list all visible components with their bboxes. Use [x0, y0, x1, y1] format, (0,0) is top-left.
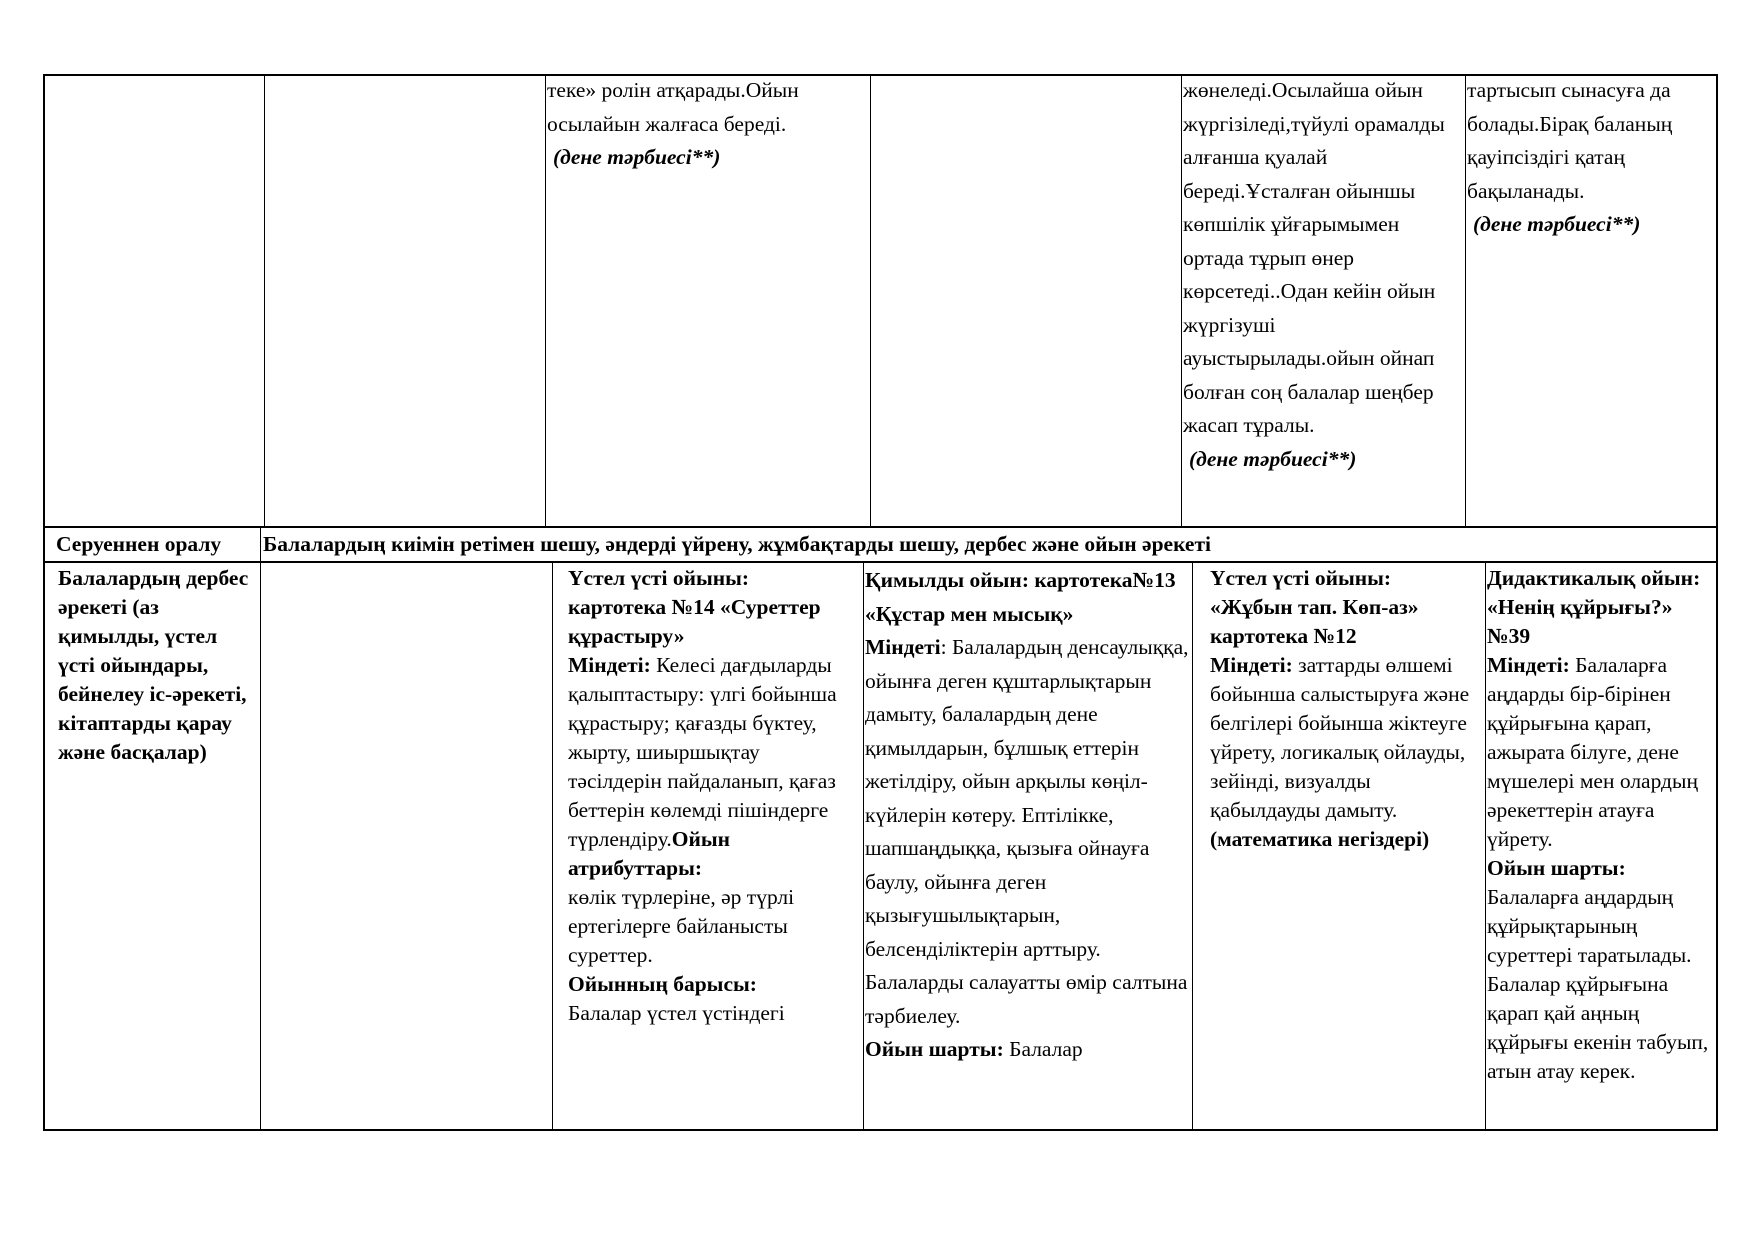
- row3-col3-cell: [568, 564, 848, 1028]
- row1-col-divider: [870, 74, 871, 527]
- row3-col3-course: Балалар үстел үстіндегі: [568, 1001, 785, 1025]
- row3-col-divider: [552, 562, 553, 1130]
- row3-col4-task-label: Міндеті: [865, 635, 941, 659]
- row3-col3-attributes: көлік түрлеріне, әр түрлі ертегілерге байланысты суреттер.: [568, 885, 795, 967]
- row3-col3-course-label: Ойынның барысы:: [568, 972, 757, 996]
- row3-col3-attributes-label: Ойын атрибуттары:: [568, 827, 731, 880]
- row3-col-divider: [863, 562, 864, 1130]
- row1-col5-subject-tag: (дене тәрбиесі**): [1189, 446, 1357, 471]
- row3-col4-cell: [865, 564, 1191, 1067]
- row3-col6-task-label: Міндеті:: [1487, 653, 1570, 677]
- row1-col3-subject-tag: (дене тәрбиесі**): [553, 145, 721, 169]
- table-border-right: [1716, 74, 1718, 1131]
- row3-col4-task: : Балалардың денсаулыққа, ойынға деген құштарлықтарын дамыту, балалардың дене қимылдарын, бұлшық еттерін жетілдіру, ойын арқылы көңіл-күйлерін көтеру. Ептілікке, шапшаңдыққа, қызыға ойнауға баулу, ойынға деген қызығушылықтарын, белсенділіктерін арттыру. Балаларды салауатты өмір салтына тәрбиелеу.: [865, 635, 1189, 1028]
- row3-col6-rules: Балаларға аңдардың құйрықтарының суреттері таратылады. Балалар құйрығына қарап қай аңның құйрығы екенін табуып, атын атау керек.: [1487, 885, 1709, 1083]
- row1-col-divider: [1181, 74, 1182, 527]
- row1-col-divider: [1465, 74, 1466, 527]
- row3-col6-rules-label: Ойын шарты:: [1487, 856, 1626, 880]
- row3-label: Балалардың дербес әрекеті (аз қимылды, үстел үсті ойындары, бейнелеу іс-әрекеті, кітаптарды қарау және басқалар): [58, 566, 249, 764]
- row3-col3-title: Үстел үсті ойыны: картотека №14 «Суреттер құрастыру»: [568, 566, 821, 648]
- row1-col3-cell: [547, 74, 869, 175]
- table-border-left: [43, 74, 45, 1131]
- row1-col5-text: жөнеледі.Осылайша ойын жүргізіледі,түйулі орамалды алғанша қуалай береді.Ұсталған ойыншы көпшілік ұйғарымымен ортада тұрып өнер көрсетеді..Одан кейін ойын жүргізуші ауыстырылады.ойын ойнап болған соң балалар шеңбер жасап тұралы.: [1183, 78, 1445, 437]
- row1-col6-text: тартысып сынасуға да болады.Бірақ баланың қауіпсіздігі қатаң бақыланады.: [1467, 78, 1673, 203]
- row3-col3-task: Келесі дағдыларды қалыптастыру: үлгі бойынша құрастыру; қағазды бүктеу, жырту, шиыршықтау тәсілдерін пайдаланып, қағаз беттерін көлемді пішіндерге түрлендіру.: [568, 653, 837, 851]
- row3-col6-cell: [1487, 564, 1715, 1086]
- row3-col6-task: Балаларға аңдарды бір-бірінен құйрығына қарап, ажырата білуге, дене мүшелері мен олардың әрекеттерін атауға үйрету.: [1487, 653, 1698, 851]
- row1-col3-text: теке» ролін атқарады.Ойын осылайын жалғаса береді.: [547, 78, 799, 136]
- row1-col5-cell: [1183, 74, 1465, 476]
- table-border-bottom: [43, 1129, 1718, 1131]
- row1-col-divider: [545, 74, 546, 527]
- row3-col-divider: [1485, 562, 1486, 1130]
- row3-col4-rules-label: Ойын шарты:: [865, 1037, 1004, 1061]
- row3-col5-title: Үстел үсті ойыны: «Жұбын тап. Көп-аз» картотека №12: [1210, 566, 1419, 648]
- row3-col3-task-label: Міндеті:: [568, 653, 651, 677]
- row3-col5-cell: [1210, 564, 1470, 854]
- row3-col4-title: Қимылды ойын: картотека№13 «Құстар мен мысық»: [865, 568, 1176, 626]
- row3-col6-title: Дидактикалық ойын: «Ненің құйрығы?» №39: [1487, 566, 1701, 648]
- row3-col4-rules: Балалар: [1009, 1037, 1083, 1061]
- row3-col-divider: [1192, 562, 1193, 1130]
- row1-col-divider: [264, 74, 265, 527]
- row2-col-divider: [260, 527, 261, 562]
- row2-content: Балалардың киімін ретімен шешу, әндерді үйрену, жұмбақтарды шешу, дербес және ойын әрекеті: [263, 532, 1212, 556]
- row3-col-divider: [260, 562, 261, 1130]
- row3-col5-subject-tag: (математика негіздері): [1210, 827, 1430, 851]
- row3-col5-task-label: Міндеті:: [1210, 653, 1293, 677]
- row1-col6-subject-tag: (дене тәрбиесі**): [1473, 212, 1641, 236]
- row-divider-2: [43, 561, 1718, 563]
- row1-col6-cell: [1467, 74, 1715, 242]
- row3-col5-task: заттарды өлшемі бойынша салыстыруға және белгілері бойынша жіктеуге үйрету, логикалық ойлауды, зейінді, визуалды қабылдауды дамыту.: [1210, 653, 1470, 822]
- row2-label: Серуеннен оралу: [56, 532, 222, 556]
